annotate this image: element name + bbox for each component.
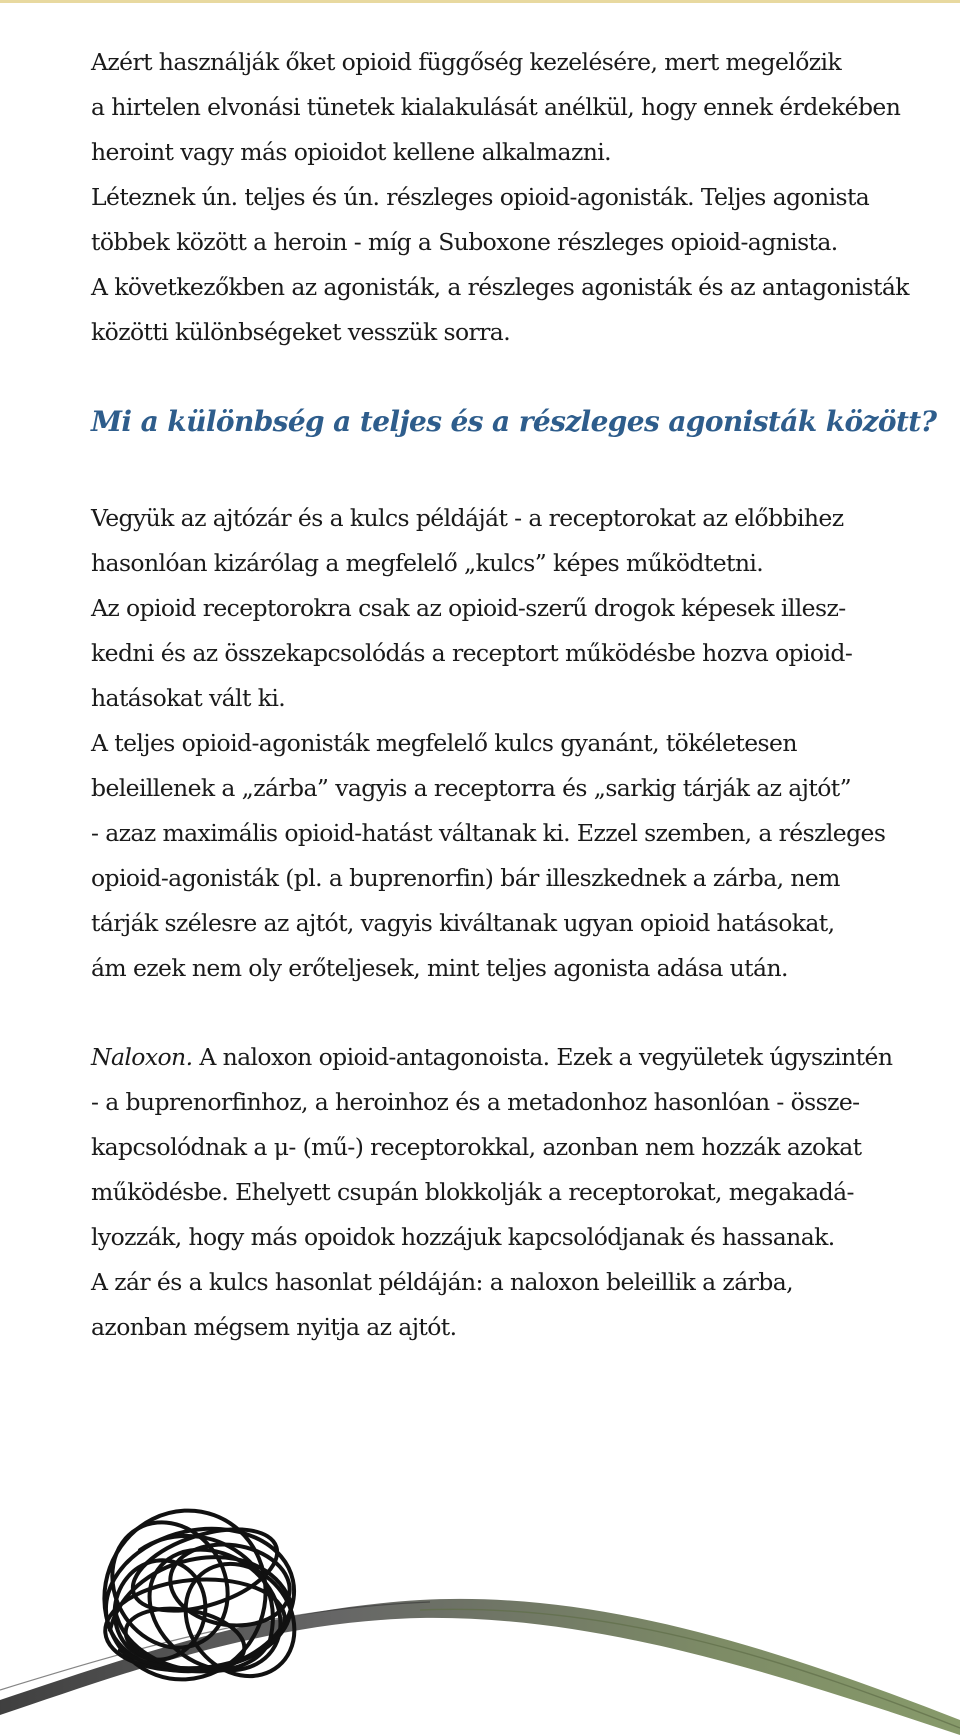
naloxon-paragraph xyxy=(91,1035,891,1350)
body-line: Az opioid receptorokra csak az opioid-szerű drogok képesek illesz- xyxy=(91,594,846,622)
section-heading: Mi a különbség a teljes és a részleges agonisták között? xyxy=(91,405,937,438)
top-rule xyxy=(0,0,960,3)
naloxon-first-line xyxy=(91,1035,891,1080)
intro-line: Azért használják őket opioid függőség kezelésére, mert megelőzik xyxy=(91,48,842,76)
naloxon-line: működésbe. Ehelyett csupán blokkolják a receptorokat, megakadá- xyxy=(91,1178,854,1206)
naloxon-line: azonban mégsem nyitja az ajtót. xyxy=(91,1313,457,1341)
body-line: A teljes opioid-agonisták megfelelő kulcs gyanánt, tökéletesen xyxy=(91,729,797,757)
naloxon-first-line-text: A naloxon opioid-antagonoista. Ezek a vegyületek úgyszintén xyxy=(192,1043,893,1071)
naloxon-line: A zár és a kulcs hasonlat példáján: a naloxon beleillik a zárba, xyxy=(91,1268,793,1296)
body-line: kedni és az összekapcsolódás a receptort működésbe hozva opioid- xyxy=(91,639,853,667)
naloxon-line: kapcsolódnak a μ- (mű-) receptorokkal, azonban nem hozzák azokat xyxy=(91,1133,862,1161)
body-paragraph xyxy=(91,496,891,991)
page-content xyxy=(91,40,937,1350)
body-line: hasonlóan kizárólag a megfelelő „kulcs” képes működtetni. xyxy=(91,549,764,577)
body-line: Vegyük az ajtózár és a kulcs példáját - a receptorokat az előbbihez xyxy=(91,504,844,532)
intro-line: közötti különbségeket vesszük sorra. xyxy=(91,318,511,346)
intro-line: heroint vagy más opioidot kellene alkalmazni. xyxy=(91,138,612,166)
intro-line: A következőkben az agonisták, a részleges agonisták és az antagonisták xyxy=(91,273,909,301)
naloxon-line: - a buprenorfinhoz, a heroinhoz és a metadonhoz hasonlóan - össze- xyxy=(91,1088,860,1116)
intro-paragraph xyxy=(91,40,909,355)
intro-line: többek között a heroin - míg a Suboxone részleges opioid-agnista. xyxy=(91,228,838,256)
body-line: beleillenek a „zárba” vagyis a receptorra és „sarkig tárják az ajtót” xyxy=(91,774,852,802)
body-line: opioid-agonisták (pl. a buprenorfin) bár illeszkednek a zárba, nem xyxy=(91,864,840,892)
intro-line: a hirtelen elvonási tünetek kialakulását anélkül, hogy ennek érdekében xyxy=(91,93,901,121)
naloxon-line: lyozzák, hogy más opoidok hozzájuk kapcsolódjanak és hassanak. xyxy=(91,1223,835,1251)
body-line: - azaz maximális opioid-hatást váltanak ki. Ezzel szemben, a részleges xyxy=(91,819,886,847)
body-line: tárják szélesre az ajtót, vagyis kiváltanak ugyan opioid hatásokat, xyxy=(91,909,835,937)
naloxon-term: Naloxon. xyxy=(91,1043,193,1071)
body-line: ám ezek nem oly erőteljesek, mint teljes agonista adása után. xyxy=(91,954,788,982)
intro-line: Léteznek ún. teljes és ún. részleges opioid-agonisták. Teljes agonista xyxy=(91,183,870,211)
body-line: hatásokat vált ki. xyxy=(91,684,286,712)
scribble-decoration xyxy=(0,1490,960,1735)
